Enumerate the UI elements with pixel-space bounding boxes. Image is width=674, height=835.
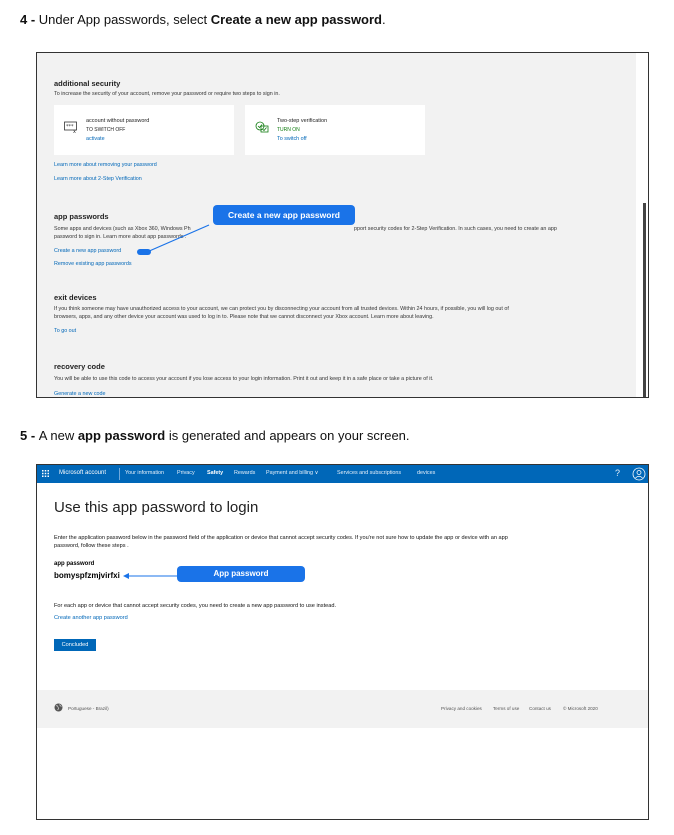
- globe-icon: [54, 703, 63, 712]
- app-password-callout: App password: [177, 566, 305, 582]
- step-number: 4 -: [20, 12, 39, 27]
- language-selector[interactable]: Portuguese - Brazil): [68, 706, 109, 711]
- two-step-title: Two-step verification: [277, 118, 328, 124]
- scrollbar[interactable]: [643, 203, 646, 398]
- app-password-value: bomyspfzmjvirfxi: [54, 571, 120, 580]
- two-step-text: [277, 117, 327, 144]
- exit-devices-desc-1: If you think someone may have unauthorized access to your account, we can protect you by disconnecting your account from all trusted devices. Within 24 hours, if possible, you will log out of: [54, 306, 509, 312]
- top-nav: [37, 465, 648, 483]
- nav-devices[interactable]: devices: [417, 470, 436, 476]
- exit-devices-heading: exit devices: [54, 293, 97, 302]
- step-4-caption: [20, 12, 386, 27]
- screenshot-app-password: [36, 464, 649, 820]
- create-app-password-link[interactable]: Create a new app password: [54, 248, 122, 254]
- passwordless-status: TO SWITCH OFF: [86, 127, 126, 133]
- passwordless-title: account without password: [86, 118, 150, 124]
- create-password-callout: Create a new app password: [213, 205, 355, 225]
- page-title: Use this app password to login: [54, 499, 259, 516]
- go-out-link[interactable]: To go out: [54, 328, 77, 334]
- step-bold: Create a new app password: [210, 12, 383, 27]
- nav-your-information[interactable]: Your information: [125, 470, 165, 476]
- verification-check-icon: [255, 121, 269, 133]
- step-bold: app password: [77, 428, 166, 443]
- instructions-line-2: password, follow these steps .: [54, 543, 129, 549]
- learn-remove-password-link[interactable]: Learn more about removing your password: [54, 162, 157, 168]
- callout-arrow: [123, 572, 179, 580]
- app-passwords-desc-b: pport security codes for 2-Step Verification. In such cases, you need to create an app: [354, 226, 557, 232]
- profile-avatar-icon[interactable]: [632, 467, 646, 481]
- svg-text:***: ***: [66, 124, 74, 130]
- step-number: 5 -: [20, 428, 39, 443]
- additional-security-desc: To increase the security of your account, remove your password or require two steps to sign in.: [54, 91, 280, 97]
- brand-link[interactable]: Microsoft account: [59, 470, 107, 476]
- nav-divider: [119, 468, 120, 480]
- remove-app-passwords-link[interactable]: Remove existing app passwords: [54, 261, 132, 267]
- nav-safety[interactable]: Safety: [207, 470, 224, 476]
- svg-text:x: x: [73, 129, 76, 133]
- nav-privacy[interactable]: Privacy: [177, 470, 195, 476]
- additional-security-heading: additional security: [54, 79, 121, 88]
- recovery-code-desc: You will be able to use this code to access your account if you lose access to your login information. Print it out and keep it in a safe place or take a picture of it.: [54, 376, 434, 382]
- step-text: Under App passwords, select: [38, 12, 211, 27]
- nav-rewards[interactable]: Rewards: [234, 470, 256, 476]
- nav-payment-billing[interactable]: Payment and billing ∨: [266, 470, 319, 476]
- nav-services[interactable]: Services and subscriptions: [337, 470, 402, 476]
- two-step-card[interactable]: [245, 105, 425, 155]
- instructions-line-1: Enter the application password below in the password field of the application or device that cannot accept security codes. If you're not sure how to update the app or device with an app: [54, 535, 508, 541]
- callout-pointer: [137, 223, 217, 255]
- contact-us-link[interactable]: Contact us: [529, 706, 551, 711]
- two-step-switch-off-link[interactable]: To switch off: [277, 136, 307, 142]
- recovery-code-heading: recovery code: [54, 362, 105, 371]
- app-launcher-icon[interactable]: [42, 470, 49, 477]
- copyright: © Microsoft 2020: [563, 706, 598, 711]
- password-field-icon: [64, 121, 78, 133]
- passwordless-text: [86, 117, 149, 144]
- settings-panel: [37, 53, 636, 398]
- terms-of-use-link[interactable]: Terms of use: [493, 706, 520, 711]
- screenshot-security-settings: [36, 52, 649, 398]
- concluded-button[interactable]: Concluded: [54, 639, 96, 651]
- privacy-cookies-link[interactable]: Privacy and cookies: [441, 706, 482, 711]
- step-end: .: [382, 12, 386, 27]
- info-text: For each app or device that cannot accept security codes, you need to create a new app password to use instead.: [54, 603, 337, 609]
- app-passwords-desc-2: password to sign in. Learn more about app passwords .: [54, 234, 187, 240]
- learn-two-step-link[interactable]: Learn more about 2-Step Verification: [54, 176, 142, 182]
- step-text: A new: [38, 428, 78, 443]
- exit-devices-desc-2: browsers, apps, and any other device your account was used to log in to. Please note that we cannot disconnect your Xbox account. Learn more about leaving.: [54, 314, 434, 320]
- passwordless-activate-link[interactable]: activate: [86, 136, 105, 142]
- two-step-status: TURN ON: [277, 127, 300, 133]
- footer: [37, 690, 648, 728]
- help-icon[interactable]: ?: [615, 468, 621, 478]
- step-5-caption: [20, 428, 410, 443]
- step-text-end: is generated and appears on your screen.: [165, 428, 410, 443]
- passwordless-card[interactable]: [54, 105, 234, 155]
- app-passwords-heading: app passwords: [54, 212, 109, 221]
- app-passwords-desc-a: Some apps and devices (such as Xbox 360, Windows Ph: [54, 226, 191, 232]
- generate-code-link[interactable]: Generate a new code: [54, 391, 106, 397]
- app-password-label: app password: [54, 561, 95, 567]
- create-another-link[interactable]: Create another app password: [54, 615, 128, 621]
